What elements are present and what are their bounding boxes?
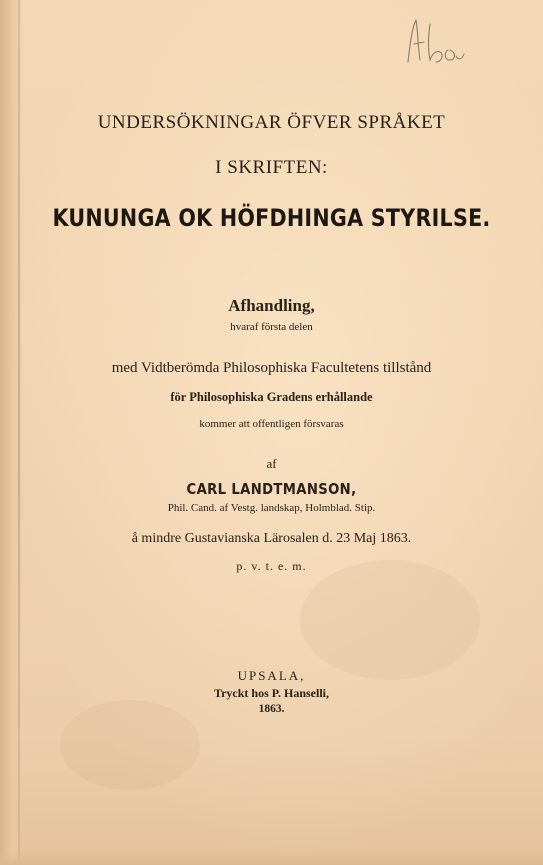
imprint-year: 1863. — [258, 703, 285, 715]
handwritten-annotation — [400, 14, 470, 74]
main-title: KUNUNGA OK HÖFDHINGA STYRILSE. — [52, 204, 491, 232]
grade-line: för Philosophiska Gradens erhållande — [170, 390, 373, 404]
imprint-printer: Tryckt hos P. Hanselli, — [213, 686, 329, 700]
pvtem-line: p. v. t. e. m. — [236, 559, 307, 573]
hvaraf-line: hvaraf första delen — [230, 321, 313, 333]
faculty-line: med Vidtberömda Philosophiska Facultetens tillstånd — [111, 360, 432, 376]
bottom-edge — [0, 851, 543, 865]
afhandling-heading: Afhandling, — [228, 296, 315, 315]
paper-stain — [300, 560, 480, 680]
title-line-2: I SKRIFTEN: — [215, 157, 328, 178]
title-line-1: UNDERSÖKNINGAR ÖFVER SPRÅKET — [97, 112, 446, 133]
author-credentials: Phil. Cand. af Vestg. landskap, Holmblad. Stip. — [167, 502, 376, 514]
defense-line: kommer att offentligen försvaras — [199, 418, 344, 430]
venue-line: å mindre Gustavianska Lärosalen d. 23 Maj 1863. — [131, 531, 412, 546]
imprint-place: UPSALA, — [237, 668, 306, 683]
af-line: af — [266, 456, 277, 471]
author-name: CARL LANDTMANSON, — [186, 480, 357, 498]
